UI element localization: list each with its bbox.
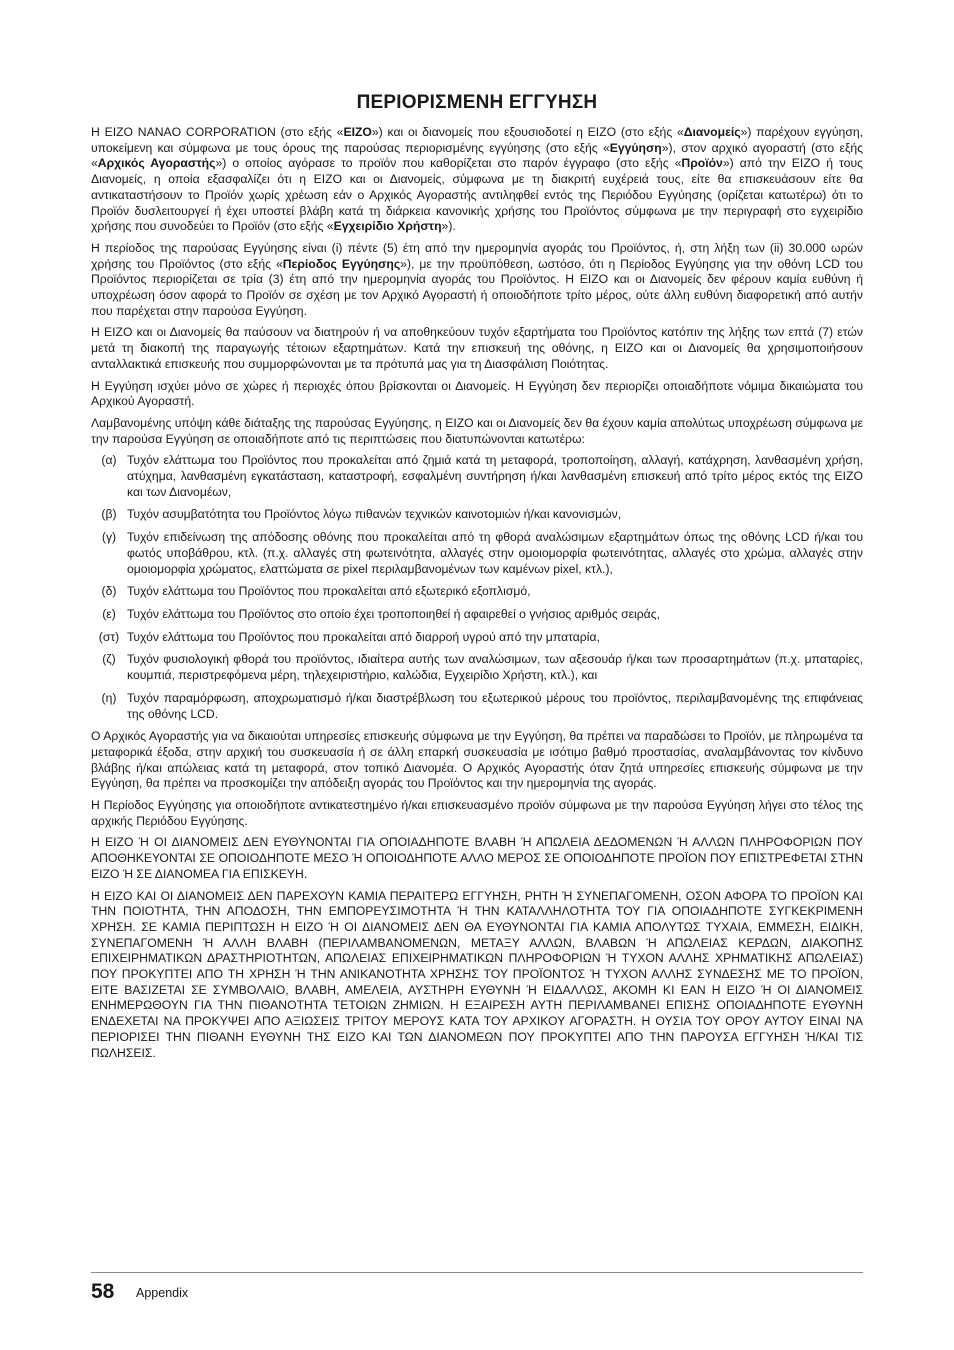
paragraph-intro: Η EIZO NANAO CORPORATION (στο εξής «EIZO») και οι διανομείς που εξουσιοδοτεί η EIZO (στο εξής «Διανομείς») παρέχουν εγγύηση, υποκείμενη και σύμφωνα με τους όρους της παρούσας περιορισμένης εγγύησης (στο εξής «Εγγύηση»), στον αρχικό αγοραστή (στο εξής «Αρχικός Αγοραστής») ο οποίος αγόρασε το προϊόν που καθορίζεται στο παρόν έγγραφο (στο εξής «Προϊόν») από την EIZO ή τους Διανομείς, η οποία εξασφαλίζει ότι η EIZO και οι Διανομείς, σύμφωνα με τη διακριτή ευχέρειά τους, είτε θα επισκευάσουν είτε θα αντικαταστήσουν το Προϊόν χωρίς χρέωση εάν ο Αρχικός Αγοραστής αντιληφθεί εντός της Περιόδου Εγγύησης (ορίζεται κατωτέρω) ότι το Προϊόν δυσλειτουργεί ή έχει υποστεί βλάβη κατά τη διάρκεια κανονικής χρήσης του Προϊόντος σύμφωνα με την περιγραφή στο εγχειρίδιο χρήσης που συνοδεύει το Προϊόν (στο εξής «Εγχειρίδιο Χρήστη»). (91, 125, 864, 234)
paragraph-period: Η περίοδος της παρούσας Εγγύησης είναι (i) πέντε (5) έτη από την ημερομηνία αγοράς του Προϊόντος, ή, στη λήξη των (ii) 30.000 ωρών χρήσης του Προϊόντος (στο εξής «Περίοδος Εγγύησης»), με την προϋπόθεση, ωστόσο, ότι η Περίοδος Εγγύησης για την οθόνη LCD του Προϊόντος περιορίζεται σε τρία (3) έτη από την ημερομηνία αγοράς του Προϊόντος. Η EIZO και οι Διανομείς δεν φέρουν καμία ευθύνη ή υποχρέωση όσον αφορά το Προϊόν σε σχέση με τον Αρχικό Αγοραστή ή οποιοδήποτε τρίτο μέρος, ούτε άλλη ευθύνη διαφορετική από αυτήν που παρέχεται στην παρούσα Εγγύηση. (91, 240, 864, 318)
list-item-text: Τυχόν ασυμβατότητα του Προϊόντος λόγω πιθανών τεχνικών καινοτομιών ή/και κανονισμών, (127, 507, 622, 522)
defined-term: Εγγύηση (609, 140, 662, 155)
list-item-text: Τυχόν επιδείνωση της απόδοσης οθόνης που προκαλείται από τη φθορά αναλώσιμων εξαρτημάτων όπως της οθόνης LCD ή/και του φωτός υποβάθρου, κτλ. (π.χ. αλλαγές στη φωτεινότητα, αλλαγές στην ομοιομορφία φωτεινότητας, αλλαγές στο χρώμα, αλλαγές στην ομοιομορφία χρώματος, ελαττώματα σε pixel περιλαμβανομένων των καμένων pixel, κτλ.), (127, 530, 863, 576)
paragraph-scope: Η Εγγύηση ισχύει μόνο σε χώρες ή περιοχές όπου βρίσκονται οι Διανομείς. Η Εγγύηση δεν περιορίζει οποιαδήποτε νόμιμα δικαιώματα του Αρχικού Αγοραστή. (91, 378, 863, 409)
list-item (91, 630, 863, 646)
list-item-text: Τυχόν ελάττωμα του Προϊόντος που προκαλείται από ζημιά κατά τη μεταφορά, τροποποίηση, αλλαγή, κατάχρηση, λανθασμένη χρήση, ατύχημα, λανθασμένη εγκατάσταση, καταστροφή, εσφαλμένη συντήρηση ή/και λανθασμένη επισκευή από τρίτο μέρος εκτός της EIZO και των Διανομέων, (127, 453, 863, 499)
defined-term: Περίοδος Εγγύησης (282, 256, 401, 271)
paragraph-parts: Η EIZO και οι Διανομείς θα παύσουν να διατηρούν ή να αποθηκεύουν τυχόν εξαρτήματα του Προϊόντος κατόπιν της λήξης των επτά (7) ετών μετά τη διακοπή της παραγωγής τέτοιων εξαρτημάτων. Κατά την επισκευή της οθόνης, η EIZO και οι Διανομείς θα χρησιμοποιήσουν ανταλλακτικά επισκευής που συμμορφώνονται με τα πρότυπά μας για τη Διασφάλιση Ποιότητας. (91, 325, 863, 371)
page-number: 58 (91, 1280, 115, 1303)
list-marker: (ε) (102, 606, 116, 621)
footer-divider (91, 1272, 863, 1273)
page-title: ΠΕΡΙΟΡΙΣΜΕΝΗ ΕΓΓΥΗΣΗ (356, 92, 598, 113)
list-marker: (ζ) (102, 652, 116, 667)
warranty-body (91, 125, 863, 1067)
list-marker: (η) (101, 690, 117, 705)
list-item (91, 530, 863, 577)
list-item (91, 652, 863, 683)
list-marker: (β) (101, 507, 117, 522)
paragraph-liability-disclaimer: Η EIZO ΚΑΙ ΟΙ ΔΙΑΝΟΜΕΙΣ ΔΕΝ ΠΑΡΕΧΟΥΝ ΚΑΜΙΑ ΠΕΡΑΙΤΕΡΩ ΕΓΓΥΗΣΗ, ΡΗΤΗ Ή ΣΥΝΕΠΑΓΟΜΕΝΗ, ΟΣΟΝ ΑΦΟΡΑ ΤΟ ΠΡΟΪΟΝ ΚΑΙ ΤΗΝ ΠΟΙΟΤΗΤΑ, ΤΗΝ ΑΠΟΔΟΣΗ, ΤΗΝ ΕΜΠΟΡΕΥΣΙΜΟΤΗΤΑ Ή ΤΗΝ ΚΑΤΑΛΛΗΛΟΤΗΤΑ ΤΟΥ ΓΙΑ ΟΠΟΙΑΔΗΠΟΤΕ ΣΥΓΚΕΚΡΙΜΕΝΗ ΧΡΗΣΗ. ΣΕ ΚΑΜΙΑ ΠΕΡΙΠΤΩΣΗ Η EIZO Ή ΟΙ ΔΙΑΝΟΜΕΙΣ ΔΕΝ ΘΑ ΕΥΘΥΝΟΝΤΑΙ ΓΙΑ ΚΑΜΙΑ ΑΠΟΛΥΤΩΣ ΤΥΧΑΙΑ, ΕΜΜΕΣΗ, ΕΙΔΙΚΗ, ΣΥΝΕΠΑΓΟΜΕΝΗ Ή ΑΛΛΗ ΒΛΑΒΗ (ΠΕΡΙΛΑΜΒΑΝΟΜΕΝΩΝ, ΜΕΤΑΞΥ ΑΛΛΩΝ, ΒΛΑΒΩΝ Ή ΑΠΩΛΕΙΑΣ ΚΕΡΔΩΝ, ΔΙΑΚΟΠΗΣ ΕΠΙΧΕΙΡΗΜΑΤΙΚΩΝ ΔΡΑΣΤΗΡΙΟΤΗΤΩΝ, ΑΠΩΛΕΙΑΣ ΕΠΙΧΕΙΡΗΜΑΤΙΚΩΝ ΠΛΗΡΟΦΟΡΙΩΝ Ή ΤΥΧΟΝ ΑΛΛΗΣ ΧΡΗΜΑΤΙΚΗΣ ΑΠΩΛΕΙΑΣ) ΠΟΥ ΠΡΟΚΥΠΤΕΙ ΑΠΟ ΤΗ ΧΡΗΣΗ Ή ΤΗΝ ΑΝΙΚΑΝΟΤΗΤΑ ΧΡΗΣΗΣ ΤΟΥ ΠΡΟΪΟΝΤΟΣ Ή ΤΥΧΟΝ ΑΛΛΗΣ ΣΥΝΔΕΣΗΣ ΜΕ ΤΟ ΠΡΟΪΟΝ, ΕΙΤΕ ΒΑΣΙΖΕΤΑΙ ΣΕ ΣΥΜΒΟΛΑΙΟ, ΒΛΑΒΗ, ΑΜΕΛΕΙΑ, ΑΥΣΤΗΡΗ ΕΥΘΥΝΗ Ή ΕΙΔΑΛΛΩΣ, ΑΚΟΜΗ ΚΙ ΕΑΝ Η EIZO Ή ΟΙ ΔΙΑΝΟΜΕΙΣ ΕΝΗΜΕΡΩΘΟΥΝ ΓΙΑ ΤΗΝ ΠΙΘΑΝΟΤΗΤΑ ΤΕΤΟΙΩΝ ΖΗΜΙΩΝ. Η ΕΞΑΙΡΕΣΗ ΑΥΤΗ ΠΕΡΙΛΑΜΒΑΝΕΙ ΕΠΙΣΗΣ ΟΠΟΙΑΔΗΠΟΤΕ ΕΥΘΥΝΗ ΕΝΔΕΧΕΤΑΙ ΝΑ ΠΡΟΚΥΨΕΙ ΑΠΟ ΑΞΙΩΣΕΙΣ ΤΡΙΤΟΥ ΜΕΡΟΥΣ ΚΑΤΑ ΤΟΥ ΑΡΧΙΚΟΥ ΑΓΟΡΑΣΤΗ. Η ΟΥΣΙΑ ΤΟΥ ΟΡΟΥ ΑΥΤΟΥ ΕΙΝΑΙ ΝΑ ΠΕΡΙΟΡΙΣΕΙ ΤΗΝ ΠΙΘΑΝΗ ΕΥΘΥΝΗ ΤΗΣ EIZO ΚΑΙ ΤΩΝ ΔΙΑΝΟΜΕΩΝ ΠΟΥ ΠΡΟΚΥΠΤΕΙ ΑΠΟ ΤΗΝ ΠΑΡΟΥΣΑ ΕΓΓΥΗΣΗ Ή/ΚΑΙ ΤΙΣ ΠΩΛΗΣΕΙΣ. (91, 888, 863, 1060)
defined-term: EIZO (343, 125, 372, 139)
list-marker: (γ) (101, 530, 117, 545)
list-marker: (στ) (98, 629, 120, 644)
list-item-text: Τυχόν ελάττωμα του Προϊόντος που προκαλείται από διαρροή υγρού από την μπαταρία, (127, 629, 600, 644)
list-item (91, 584, 863, 600)
paragraph-exclusions-intro: Λαμβανομένης υπόψη κάθε διάταξης της παρούσας Εγγύησης, η EIZO και οι Διανομείς δεν θα έχουν καμία απολύτως υποχρέωση σύμφωνα με την παρούσα Εγγύηση σε οποιαδήποτε από τις περιπτώσεις που διατυπώνονται κατωτέρω: (91, 415, 863, 446)
list-item (91, 453, 863, 500)
exclusions-list (91, 453, 863, 722)
list-item (91, 691, 863, 722)
list-item-text: Τυχόν παραμόρφωση, αποχρωματισμό ή/και διαστρέβλωση του εξωτερικού μέρους του προϊόντος, περιλαμβανομένης της επιφάνειας της οθόνης LCD. (127, 690, 863, 721)
defined-term: Αρχικός Αγοραστής (97, 156, 216, 171)
section-label: Appendix (136, 1286, 189, 1300)
list-item-text: Τυχόν φυσιολογική φθορά του προϊόντος, ιδιαίτερα αυτής των αναλώσιμων, των αξεσουάρ ή/και των προσαρτημάτων (π.χ. μπαταρίες, κουμπιά, περιστρεφόμενα μέρη, τηλεχειριστήριο, καλώδια, Εγχειρίδιο Χρήστη, κτλ.), και (127, 652, 863, 683)
defined-term: Εγχειρίδιο Χρήστη (333, 219, 442, 234)
list-item-text: Τυχόν ελάττωμα του Προϊόντος στο οποίο έχει τροποποιηθεί ή αφαιρεθεί ο γνήσιος αριθμός σειράς, (127, 606, 660, 621)
paragraph-replacement-period: Η Περίοδος Εγγύησης για οποιοδήποτε αντικατεστημένο ή/και επισκευασμένο προϊόν σύμφωνα με την παρούσα Εγγύηση λήγει στο τέλος της αρχικής Περιόδου Εγγύησης. (91, 798, 863, 828)
defined-term: Προϊόν (681, 156, 723, 171)
defined-term: Διανομείς (683, 125, 741, 139)
paragraph-repair-procedure: Ο Αρχικός Αγοραστής για να δικαιούται υπηρεσίες επισκευής σύμφωνα με την Εγγύηση, θα πρέπει να παραδώσει το Προϊόν, με πληρωμένα τα μεταφορικά έξοδα, στην αρχική του συσκευασία ή σε άλλη επαρκή συσκευασία με ισότιμο βαθμό προστασίας, αναλαμβάνοντας τον κίνδυνο βλάβης ή/και απώλειας κατά τη μεταφορά, στον τοπικό Διανομέα. Ο Αρχικός Αγοραστής όταν ζητά υπηρεσίες επισκευής σύμφωνα με την Εγγύηση, θα πρέπει να προσκομίζει την απόδειξη αγοράς του Προϊόντος και την ημερομηνία της αγοράς. (91, 729, 863, 791)
list-marker: (α) (101, 453, 117, 468)
list-item (91, 607, 863, 623)
list-marker: (δ) (101, 584, 117, 599)
list-item (91, 507, 863, 523)
list-item-text: Τυχόν ελάττωμα του Προϊόντος που προκαλείται από εξωτερικό εξοπλισμό, (127, 584, 531, 599)
paragraph-data-loss-disclaimer: Η EIZO Ή ΟΙ ΔΙΑΝΟΜΕΙΣ ΔΕΝ ΕΥΘΥΝΟΝΤΑΙ ΓΙΑ ΟΠΟΙΑΔΗΠΟΤΕ ΒΛΑΒΗ Ή ΑΠΩΛΕΙΑ ΔΕΔΟΜΕΝΩΝ Ή ΑΛΛΩΝ ΠΛΗΡΟΦΟΡΙΩΝ ΠΟΥ ΑΠΟΘΗΚΕΥΟΝΤΑΙ ΣΕ ΟΠΟΙΟΔΗΠΟΤΕ ΜΕΣΟ Ή ΟΠΟΙΟΔΗΠΟΤΕ ΑΛΛΟ ΜΕΡΟΣ ΣΕ ΟΠΟΙΟΔΗΠΟΤΕ ΠΡΟΪΟΝ ΠΟΥ ΕΠΙΣΤΡΕΦΕΤΑΙ ΣΤΗΝ EIZO Ή ΣΕ ΔΙΑΝΟΜΕΑ ΓΙΑ ΕΠΙΣΚΕΥΗ. (91, 835, 863, 881)
